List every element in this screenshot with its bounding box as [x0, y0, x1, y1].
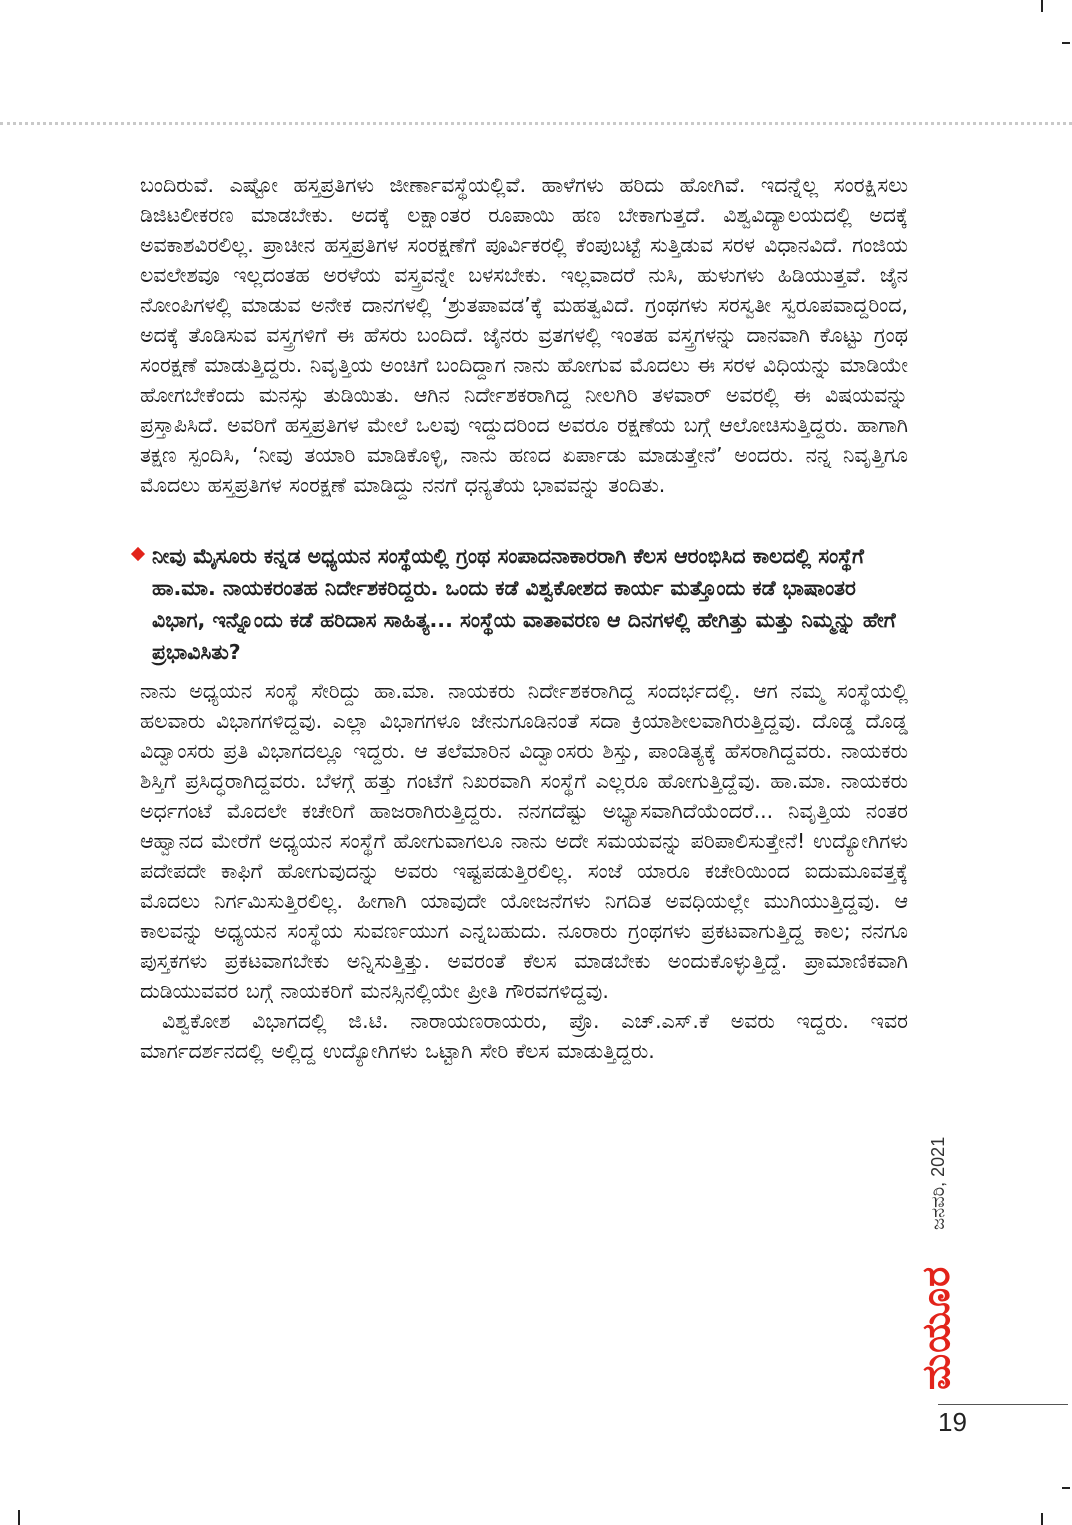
interview-question-text: ನೀವು ಮೈಸೂರು ಕನ್ನಡ ಅಧ್ಯಯನ ಸಂಸ್ಥೆಯಲ್ಲಿ ಗ್ರಂಥ ಸಂಪಾದನಾಕಾರರಾಗಿ ಕೆಲಸ ಆರಂಭಿಸಿದ ಕಾಲದಲ್ಲಿ ಸಂಸ್ಥೆಗೆ ಹಾ.ಮಾ. ನಾಯಕರಂತಹ ನಿರ್ದೇಶಕರಿದ್ದರು. ಒಂದು ಕಡೆ ವಿಶ್ವಕೋಶದ ಕಾರ್ಯ ಮತ್ತೊಂದು ಕಡೆ ಭಾಷಾಂತರ ವಿಭಾಗ, ಇನ್ನೊಂದು ಕಡೆ ಹರಿದಾಸ ಸಾಹಿತ್ಯ... ಸಂಸ್ಥೆಯ ವಾತಾವರಣ ಆ ದಿನಗಳಲ್ಲಿ ಹೇಗಿತ್ತು ಮತ್ತು ನಿಮ್ಮನ್ನು ಹೇಗೆ ಪ್ರಭಾವಿಸಿತು?	[152, 544, 896, 664]
crop-mark-bottom-left	[18, 1510, 20, 1525]
article-paragraph-2: ನಾನು ಅಧ್ಯಯನ ಸಂಸ್ಥೆ ಸೇರಿದ್ದು ಹಾ.ಮಾ. ನಾಯಕರು ನಿರ್ದೇಶಕರಾಗಿದ್ದ ಸಂದರ್ಭದಲ್ಲಿ. ಆಗ ನಮ್ಮ ಸಂಸ್ಥೆಯಲ್ಲಿ ಹಲವಾರು ವಿಭಾಗಗಳಿದ್ದವು. ಎಲ್ಲಾ ವಿಭಾಗಗಳೂ ಜೇನುಗೂಡಿನಂತೆ ಸದಾ ಕ್ರಿಯಾಶೀಲವಾಗಿರುತ್ತಿದ್ದವು. ದೊಡ್ಡ ದೊಡ್ಡ ವಿದ್ವಾಂಸರು ಪ್ರತಿ ವಿಭಾಗದಲ್ಲೂ ಇದ್ದರು. ಆ ತಲೆಮಾರಿನ ವಿದ್ವಾಂಸರು ಶಿಸ್ತು, ಪಾಂಡಿತ್ಯಕ್ಕೆ ಹೆಸರಾಗಿದ್ದವರು. ನಾಯಕರು ಶಿಸ್ತಿಗೆ ಪ್ರಸಿದ್ಧರಾಗಿದ್ದವರು. ಬೆಳಗ್ಗೆ ಹತ್ತು ಗಂಟೆಗೆ ನಿಖರವಾಗಿ ಸಂಸ್ಥೆಗೆ ಎಲ್ಲರೂ ಹೋಗುತ್ತಿದ್ದೆವು. ಹಾ.ಮಾ. ನಾಯಕರು ಅರ್ಧಗಂಟೆ ಮೊದಲೇ ಕಚೇರಿಗೆ ಹಾಜರಾಗಿರುತ್ತಿದ್ದರು. ನನಗದೆಷ್ಟು ಅಭ್ಯಾಸವಾಗಿದೆಯೆಂದರೆ... ನಿವೃತ್ತಿಯ ನಂತರ ಆಹ್ವಾನದ ಮೇರೆಗೆ ಅಧ್ಯಯನ ಸಂಸ್ಥೆಗೆ ಹೋಗುವಾಗಲೂ ನಾನು ಅದೇ ಸಮಯವನ್ನು ಪರಿಪಾಲಿಸುತ್ತೇನೆ! ಉದ್ಯೋಗಿಗಳು ಪದೇಪದೇ ಕಾಫಿಗೆ ಹೋಗುವುದನ್ನು ಅವರು ಇಷ್ಟಪಡುತ್ತಿರಲಿಲ್ಲ. ಸಂಜೆ ಯಾರೂ ಕಚೇರಿಯಿಂದ ಐದುಮೂವತ್ತಕ್ಕೆ ಮೊದಲು ನಿರ್ಗಮಿಸುತ್ತಿರಲಿಲ್ಲ. ಹೀಗಾಗಿ ಯಾವುದೇ ಯೋಜನೆಗಳು ನಿಗದಿತ ಅವಧಿಯಲ್ಲೇ ಮುಗಿಯುತ್ತಿದ್ದವು. ಆ ಕಾಲವನ್ನು ಅಧ್ಯಯನ ಸಂಸ್ಥೆಯ ಸುವರ್ಣಯುಗ ಎನ್ನಬಹುದು. ನೂರಾರು ಗ್ರಂಥಗಳು ಪ್ರಕಟವಾಗುತ್ತಿದ್ದ ಕಾಲ; ನನಗೂ ಪುಸ್ತಕಗಳು ಪ್ರಕಟವಾಗಬೇಕು ಅನ್ನಿಸುತ್ತಿತ್ತು. ಅವರಂತೆ ಕೆಲಸ ಮಾಡಬೇಕು ಅಂದುಕೊಳ್ಳುತ್ತಿದ್ದೆ. ಪ್ರಾಮಾಣಿಕವಾಗಿ ದುಡಿಯುವವರ ಬಗ್ಗೆ ನಾಯಕರಿಗೆ ಮನಸ್ಸಿನಲ್ಲಿಯೇ ಪ್ರೀತಿ ಗೌರವಗಳಿದ್ದವು.	[140, 679, 908, 1003]
article-paragraph-3: ವಿಶ್ವಕೋಶ ವಿಭಾಗದಲ್ಲಿ ಜಿ.ಟಿ. ನಾರಾಯಣರಾಯರು, ಪ್ರೊ. ಎಚ್.ಎಸ್.ಕೆ ಅವರು ಇದ್ದರು. ಇವರ ಮಾರ್ಗದರ್ಶನದಲ್ಲಿ ಅಲ್ಲಿದ್ದ ಉದ್ಯೋಗಿಗಳು ಒಟ್ಟಾಗಿ ಸೇರಿ ಕೆಲಸ ಮಾಡುತ್ತಿದ್ದರು.	[140, 1009, 908, 1063]
crop-mark-top-right-dash	[1062, 42, 1070, 44]
page-number: 19	[938, 1407, 967, 1437]
issue-date: ಜನವರಿ, 2021	[928, 1136, 948, 1230]
magazine-logo: ಮಯೂರ	[914, 1265, 958, 1390]
header-dotted-rule	[0, 122, 1072, 125]
question-bullet-icon	[131, 547, 145, 561]
article-body	[140, 170, 908, 1066]
crop-mark-top-right	[1041, 0, 1043, 12]
crop-mark-bottom-right	[1041, 1513, 1043, 1525]
interview-question	[140, 540, 908, 668]
crop-mark-bottom-right-dash	[1062, 1487, 1070, 1489]
article-paragraph-1: ಬಂದಿರುವೆ. ಎಷ್ಟೋ ಹಸ್ತಪ್ರತಿಗಳು ಜೀರ್ಣಾವಸ್ಥೆಯಲ್ಲಿವೆ. ಹಾಳೆಗಳು ಹರಿದು ಹೋಗಿವೆ. ಇದನ್ನೆಲ್ಲ ಸಂರಕ್ಷಿಸಲು ಡಿಜಿಟಲೀಕರಣ ಮಾಡಬೇಕು. ಅದಕ್ಕೆ ಲಕ್ಷಾಂತರ ರೂಪಾಯಿ ಹಣ ಬೇಕಾಗುತ್ತದೆ. ವಿಶ್ವವಿದ್ಯಾಲಯದಲ್ಲಿ ಅದಕ್ಕೆ ಅವಕಾಶವಿರಲಿಲ್ಲ. ಪ್ರಾಚೀನ ಹಸ್ತಪ್ರತಿಗಳ ಸಂರಕ್ಷಣೆಗೆ ಪೂರ್ವಿಕರಲ್ಲಿ ಕೆಂಪುಬಟ್ಟೆ ಸುತ್ತಿಡುವ ಸರಳ ವಿಧಾನವಿದೆ. ಗಂಜಿಯ ಲವಲೇಶವೂ ಇಲ್ಲದಂತಹ ಅರಳೆಯ ವಸ್ತ್ರವನ್ನೇ ಬಳಸಬೇಕು. ಇಲ್ಲವಾದರೆ ನುಸಿ, ಹುಳುಗಳು ಹಿಡಿಯುತ್ತವೆ. ಜೈನ ನೋಂಪಿಗಳಲ್ಲಿ ಮಾಡುವ ಅನೇಕ ದಾನಗಳಲ್ಲಿ ‘ಶ್ರುತಪಾವಡ’ಕ್ಕೆ ಮಹತ್ವವಿದೆ. ಗ್ರಂಥಗಳು ಸರಸ್ವತೀ ಸ್ವರೂಪವಾದ್ದರಿಂದ, ಅದಕ್ಕೆ ತೊಡಿಸುವ ವಸ್ತ್ರಗಳಿಗೆ ಈ ಹೆಸರು ಬಂದಿದೆ. ಜೈನರು ವ್ರತಗಳಲ್ಲಿ ಇಂತಹ ವಸ್ತ್ರಗಳನ್ನು ದಾನವಾಗಿ ಕೊಟ್ಟು ಗ್ರಂಥ ಸಂರಕ್ಷಣೆ ಮಾಡುತ್ತಿದ್ದರು. ನಿವೃತ್ತಿಯ ಅಂಚಿಗೆ ಬಂದಿದ್ದಾಗ ನಾನು ಹೋಗುವ ಮೊದಲು ಈ ಸರಳ ವಿಧಿಯನ್ನು ಮಾಡಿಯೇ ಹೋಗಬೇಕೆಂದು ಮನಸ್ಸು ತುಡಿಯಿತು. ಆಗಿನ ನಿರ್ದೇಶಕರಾಗಿದ್ದ ನೀಲಗಿರಿ ತಳವಾರ್ ಅವರಲ್ಲಿ ಈ ವಿಷಯವನ್ನು ಪ್ರಸ್ತಾಪಿಸಿದೆ. ಅವರಿಗೆ ಹಸ್ತಪ್ರತಿಗಳ ಮೇಲೆ ಒಲವು ಇದ್ದುದರಿಂದ ಅವರೂ ರಕ್ಷಣೆಯ ಬಗ್ಗೆ ಆಲೋಚಿಸುತ್ತಿದ್ದರು. ಹಾಗಾಗಿ ತಕ್ಷಣ ಸ್ಪಂದಿಸಿ, ‘ನೀವು ತಯಾರಿ ಮಾಡಿಕೊಳ್ಳಿ, ನಾನು ಹಣದ ಏರ್ಪಾಡು ಮಾಡುತ್ತೇನೆ’ ಅಂದರು. ನನ್ನ ನಿವೃತ್ತಿಗೂ ಮೊದಲು ಹಸ್ತಪ್ರತಿಗಳ ಸಂರಕ್ಷಣೆ ಮಾಡಿದ್ದು ನನಗೆ ಧನ್ಯತೆಯ ಭಾವವನ್ನು ತಂದಿತು.	[140, 173, 908, 497]
